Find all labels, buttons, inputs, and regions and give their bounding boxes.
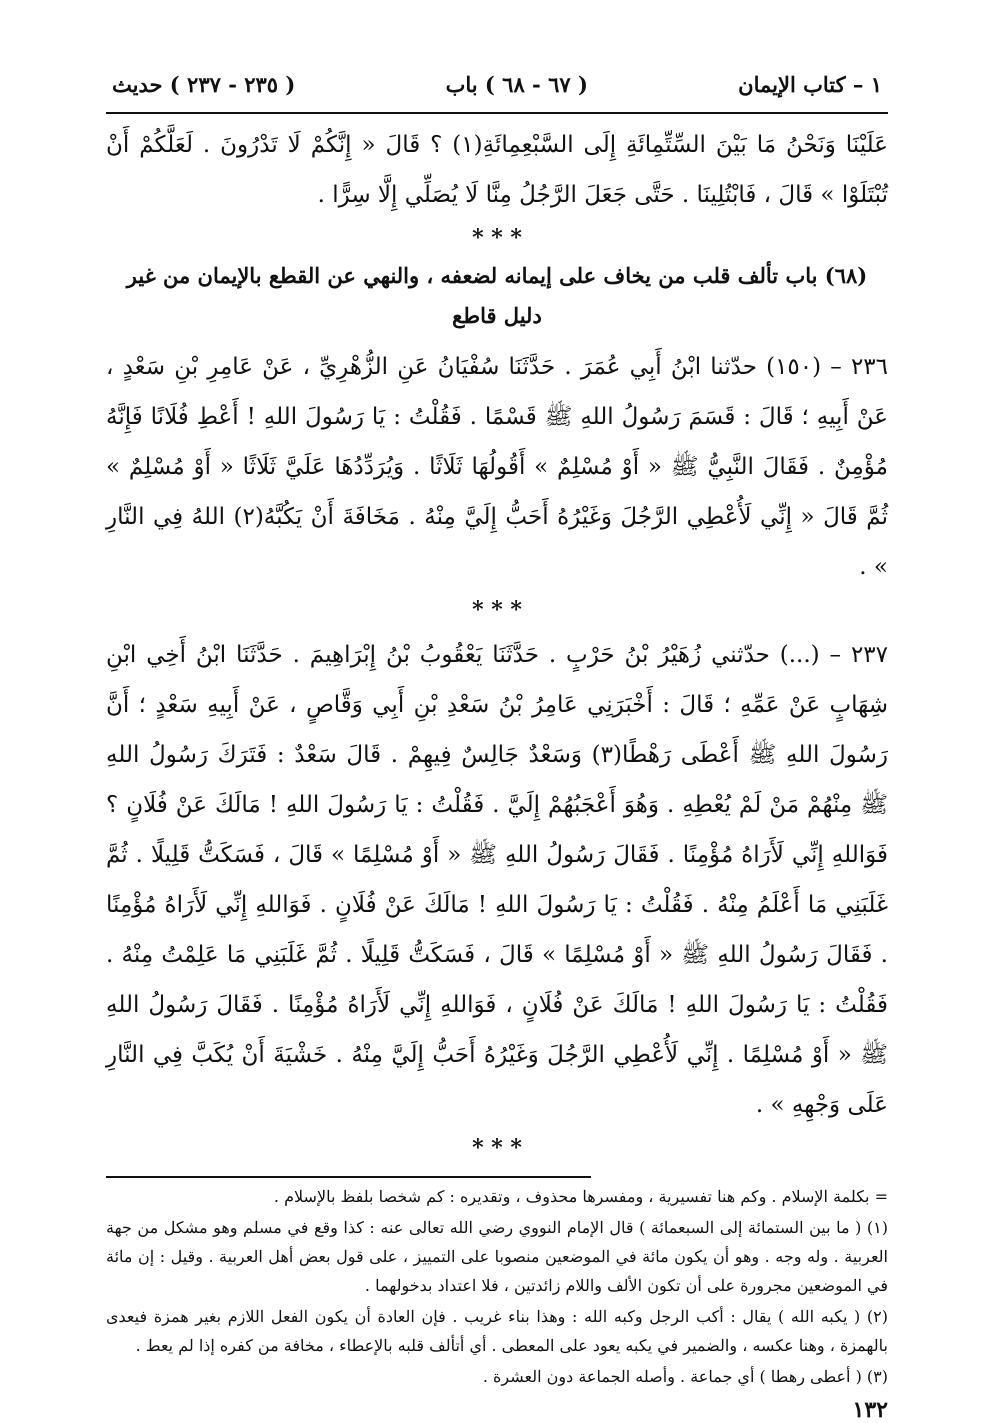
hadith-237: ٢٣٧ – (...) حدّثني زُهَيْرُ بْنُ حَرْبٍ . حَدَّثَنَا يَعْقُوبُ بْنُ إِبْرَاهِيمَ . حَدَّثَنَا ابْنُ أَخِي ابْنِ شِهَابٍ عَنْ عَمِّهِ ؛ قَالَ : أَخْبَرَنِي عَامِرُ بْنُ سَعْدِ بْنِ أَبِي وَقَّاصٍ ، عَنْ أَبِيهِ سَعْدٍ ؛ أَنَّ رَسُولَ اللهِ ﷺ أَعْطَى رَهْطًا(٣) وَسَعْدٌ جَالِسٌ فِيهِمْ . قَالَ سَعْدٌ : فَتَرَكَ رَسُولُ اللهِ ﷺ مِنْهُمْ مَنْ لَمْ يُعْطِهِ . وَهُوَ أَعْجَبُهُمْ إِلَيَّ . فَقُلْتُ : يَا رَسُولَ اللهِ ! مَالَكَ عَنْ فُلَانٍ ؟ فَوَاللهِ إِنِّي لَأَرَاهُ مُؤْمِنًا . فَقَالَ رَسُولُ اللهِ ﷺ « أَوْ مُسْلِمًا » قَالَ ، فَسَكَتُّ قَلِيلًا . ثُمَّ غَلَبَنِي مَا أَعْلَمُ مِنْهُ . فَقُلْتُ : يَا رَسُولَ اللهِ ! مَالَكَ عَنْ فُلَانٍ . فَوَاللهِ إِنِّي لَأَرَاهُ مُؤْمِنًا . فَقَالَ رَسُولُ اللهِ ﷺ « أَوْ مُسْلِمًا » قَالَ ، فَسَكَتُّ قَلِيلًا . ثُمَّ غَلَبَنِي مَا عَلِمْتُ مِنْهُ . فَقُلْتُ : يَا رَسُولَ اللهِ ! مَالَكَ عَنْ فُلَانٍ ، فَوَاللهِ إِنِّي لَأَرَاهُ مُؤْمِنًا . فَقَالَ رَسُولُ اللهِ ﷺ « أَوْ مُسْلِمًا . إِنِّي لَأُعْطِي الرَّجُلَ وَغَيْرُهُ أَحَبُّ إِلَيَّ مِنْهُ . خَشْيَةَ أَنْ يُكَبَّ فِي النَّارِ عَلَى وَجْهِهِ » . xyxy=(106,642,888,1118)
footnote-1: (١) ( ما بين الستمائة إلى السبعمائة ) قال الإمام النووي رضي الله تعالى عنه : كذا وقع في مسلم وهو مشكل من جهة العربية . وله وجه . وهو أن يكون مائة في الموضعين منصوبا على التمييز ، على قول بعض أهل العربية . وقيل : إن مائة في الموضعين مجرورة على أن تكون الألف واللام زائدتين ، فلا اعتداد بدخولهما . xyxy=(106,1218,889,1295)
page-header xyxy=(106,72,888,114)
footnote-3: (٣) ( أعطى رهطا ) أي جماعة . وأصله الجماعة دون العشرة . xyxy=(482,1367,888,1386)
section-separator: * * * xyxy=(472,597,522,623)
header-book-title: ١ – كتاب الإيمان xyxy=(738,72,882,97)
hadith-236: ٢٣٦ – (١٥٠) حدّثنا ابْنُ أَبِي عُمَرَ . حَدَّثَنَا سُفْيَانُ عَنِ الزُّهْرِيِّ ، عَنْ عَامِرِ بْنِ سَعْدٍ ، عَنْ أَبِيهِ ؛ قَالَ : قَسَمَ رَسُولُ اللهِ ﷺ قَسْمًا . فَقُلْتُ : يَا رَسُولَ اللهِ ! أَعْطِ فُلَانًا فَإِنَّهُ مُؤْمِنٌ . فَقَالَ النَّبِيُّ ﷺ « أَوْ مُسْلِمٌ » أَقُولُهَا ثَلَاثًا . وَيُرَدِّدُهَا عَلَيَّ ثَلَاثًا « أَوْ مُسْلِمٌ » ثُمَّ قَالَ « إِنِّي لَأُعْطِي الرَّجُلَ وَغَيْرُهُ أَحَبُّ إِلَيَّ مِنْهُ . مَخَافَةَ أَنْ يَكُبَّهُ(٢) اللهُ فِي النَّارِ » . xyxy=(106,354,888,580)
section-separator: * * * xyxy=(472,1135,522,1161)
page-number: ١٣٢ xyxy=(852,1397,888,1423)
footnotes xyxy=(106,1182,888,1391)
section-separator: * * * xyxy=(472,225,522,251)
footnote-2: (٢) ( يكبه الله ) يقال : أكب الرجل وكبه الله : وهذا بناء غريب . فإن العادة أن يكون الفعل اللازم بغير همزة فيعدى بالهمزة ، وهنا عكسه ، والضمير في يكبه يعود على المعطى . أي أتألف قلبه بالإعطاء ، مخافة من كفره إذا لم يعط . xyxy=(106,1307,888,1355)
header-chapter-range: ( ٦٧ - ٦٨ ) باب xyxy=(445,72,588,97)
footnote-rule xyxy=(106,1176,591,1178)
header-hadith-range: ( ٢٣٥ - ٢٣٧ ) حديث xyxy=(112,72,296,97)
paragraph-continuation: عَلَيْنَا وَنَحْنُ مَا بَيْنَ السِّتِّمِائَةِ إِلَى السَّبْعِمِائَةِ(١) ؟ قَالَ « إِنَّكُمْ لَا تَدْرُونَ . لَعَلَّكُمْ أَنْ تُبْتَلَوْا » قَالَ ، فَابْتُلِينَا . حَتَّى جَعَلَ الرَّجُلُ مِنَّا لَا يُصَلِّي إِلَّا سِرًّا . xyxy=(106,132,888,208)
chapter-title: (٦٨) باب تألف قلب من يخاف على إيمانه لضعفه ، والنهي عن القطع بالإيمان من غير دليل قاطع xyxy=(126,263,868,328)
footnote-continuation: = بكلمة الإسلام . وكم هنا تفسيرية ، ومفسرها محذوف ، وتقديره : كم شخصا بلفظ بالإسلام . xyxy=(273,1187,888,1206)
